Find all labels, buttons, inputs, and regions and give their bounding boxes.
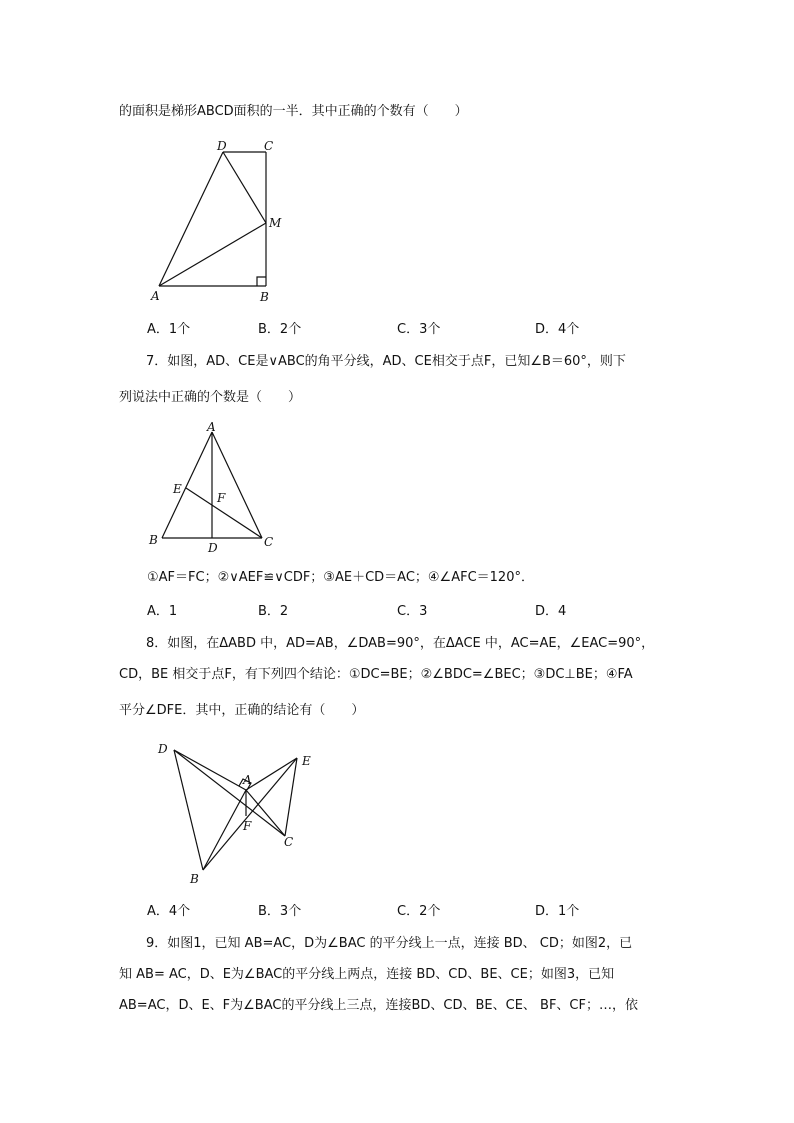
- q6-label-D: D: [217, 139, 227, 153]
- q8-edge-AB: [203, 790, 246, 870]
- q6-option-d[interactable]: D．4个: [535, 322, 580, 337]
- q6-option-a[interactable]: A．1个: [147, 322, 191, 337]
- q7-triangle-figure: [140, 418, 290, 558]
- q8-label-B: B: [190, 872, 199, 886]
- q6-label-C: C: [264, 139, 274, 153]
- q8-label-C: C: [284, 835, 294, 849]
- q8-option-b[interactable]: B．3个: [258, 904, 302, 919]
- q6-option-b[interactable]: B．2个: [258, 322, 302, 337]
- q6-label-B: B: [260, 290, 269, 304]
- q6-text-line: 的面积是梯形ABCD面积的一半．其中正确的个数有（ ）: [119, 104, 468, 119]
- q7-label-C: C: [264, 535, 274, 549]
- q6-trapezoid-figure: [140, 132, 320, 307]
- q7-label-E: E: [173, 482, 182, 496]
- q6-edge-AD: [159, 152, 223, 286]
- q7-label-F: F: [217, 491, 226, 505]
- q7-text-line-2: 列说法中正确的个数是（ ）: [119, 390, 302, 405]
- q8-text-line-3: 平分∠DFE．其中，正确的结论有（ ）: [119, 703, 365, 718]
- q6-label-M: M: [269, 216, 282, 230]
- q7-option-a[interactable]: A．1: [147, 604, 178, 619]
- q8-option-a[interactable]: A．4个: [147, 904, 191, 919]
- q6-option-c[interactable]: C．3个: [397, 322, 441, 337]
- q6-segment-AM: [159, 223, 266, 286]
- q8-label-E: E: [302, 754, 311, 768]
- q8-label-D: D: [158, 742, 168, 756]
- q6-right-angle-mark: [257, 277, 266, 286]
- q8-text-line-2: CD，BE 相交于点F，有下列四个结论：①DC=BE；②∠BDC=∠BEC；③DC⊥BE；④FA: [119, 667, 633, 682]
- q7-text-line-1: 7．如图，AD、CE是∨ABC的角平分线，AD、CE相交于点F，已知∠B＝60°，则下: [146, 354, 626, 369]
- q7-option-d[interactable]: D．4: [535, 604, 567, 619]
- q8-edge-DB: [174, 750, 203, 870]
- q8-edge-DA: [174, 750, 246, 790]
- q8-label-F: F: [243, 819, 252, 833]
- q8-option-d[interactable]: D．1个: [535, 904, 580, 919]
- q9-text-line-1: 9．如图1，已知 AB=AC，D为∠BAC 的平分线上一点，连接 BD、 CD；如图2，已: [146, 936, 633, 951]
- q8-option-c[interactable]: C．2个: [397, 904, 441, 919]
- q8-edge-AE: [246, 758, 297, 790]
- q9-text-line-2: 知 AB= AC，D、E为∠BAC的平分线上两点，连接 BD、CD、BE、CE；如图3，已知: [119, 967, 615, 982]
- q7-statements: ①AF＝FC；②∨AEF≌∨CDF；③AE＋CD＝AC；④∠AFC＝120°．: [147, 570, 534, 585]
- q6-label-A: A: [151, 289, 160, 303]
- q8-figure: [150, 738, 330, 888]
- q9-text-line-3: AB=AC，D、E、F为∠BAC的平分线上三点，连接BD、CD、BE、CE、 BF、CF；…，依: [119, 998, 638, 1013]
- q6-segment-DM: [223, 152, 266, 223]
- q7-label-B: B: [149, 533, 158, 547]
- q8-edge-AC: [246, 790, 285, 836]
- q7-label-D: D: [208, 541, 218, 555]
- q7-edge-AB: [162, 432, 212, 538]
- q8-text-line-1: 8．如图，在ΔABD 中，AD=AB，∠DAB=90°，在ΔACE 中，AC=AE，∠EAC=90°，: [146, 636, 655, 651]
- q8-label-A: A: [243, 773, 252, 787]
- q7-option-c[interactable]: C．3: [397, 604, 428, 619]
- q7-label-A: A: [207, 420, 216, 434]
- q7-option-b[interactable]: B．2: [258, 604, 289, 619]
